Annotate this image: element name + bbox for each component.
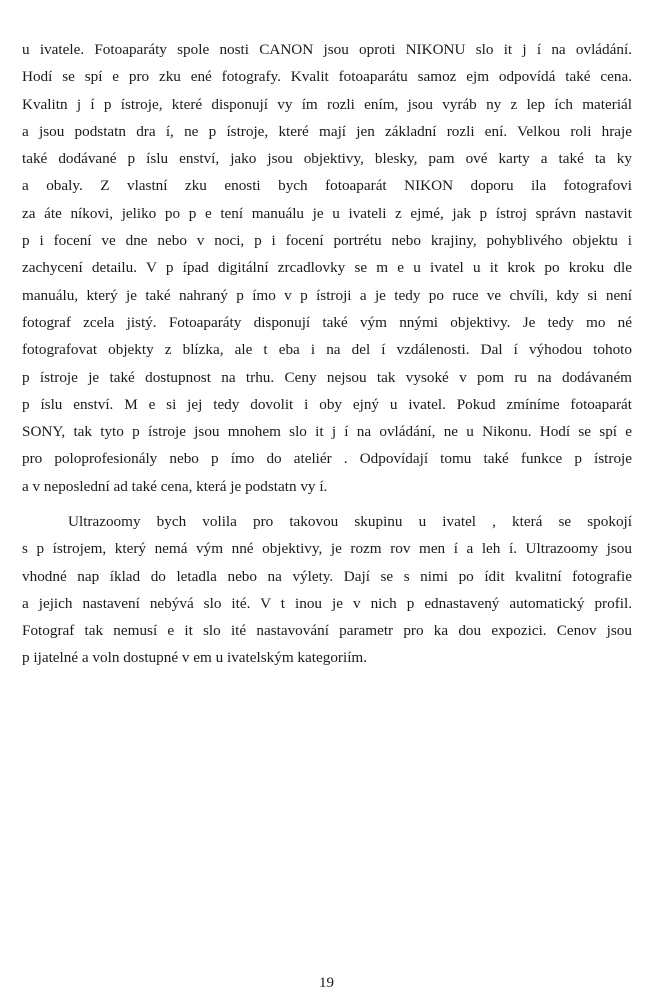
text-line: zachycení detailu. V p ípad digitální zrcadlovky se m e u ivatel u it krok po kroku dle <box>22 259 632 277</box>
text-line: fotograf zcela jistý. Fotoaparáty disponují také vým nnými objektivy. Je tedy mo né <box>22 313 632 331</box>
text-line: p ístroje je také dostupnost na trhu. Ceny nejsou tak vysoké v pom ru na dodávaném <box>22 368 632 386</box>
page-number: 19 <box>319 975 334 991</box>
text-line: Kvalitn j í p ístroje, které disponují vy ím rozli ením, jsou vyráb ny z lep ích materiál <box>22 95 632 113</box>
text-line: p ijatelné a voln dostupné v em u ivatelským kategoriím. <box>22 649 368 667</box>
text-line: a v neposlední ad také cena, která je podstatn vy í. <box>22 477 328 495</box>
text-line: Ultrazoomy bych volila pro takovou skupinu u ivatel , která se spokojí <box>68 513 632 530</box>
text-line: Fotograf tak nemusí e it slo ité nastavování parametr pro ka dou expozici. Cenov jsou <box>22 622 632 640</box>
paragraph-2 <box>22 508 632 672</box>
text-line: za áte níkovi, jeliko po p e tení manuálu je u ivateli z ejmé, jak p ístroj správn nastavit <box>22 204 632 222</box>
text-line: a jejich nastavení nebývá slo ité. V t inou je v nich p ednastavený automatický profil. <box>22 594 632 612</box>
text-line: také dodávané p íslu enství, jako jsou objektivy, blesky, pam ové karty a také ta ky <box>22 150 632 168</box>
text-line: p íslu enství. M e si jej tedy dovolit i oby ejný u ivatel. Pokud zmíníme fotoaparát <box>22 395 632 413</box>
text-line: fotografovat objekty z blízka, ale t eba i na del í vzdálenosti. Dal í výhodou tohoto <box>22 341 632 359</box>
text-line: a jsou podstatn dra í, ne p ístroje, které mají jen základní rozli ení. Velkou roli hraje <box>22 122 632 140</box>
text-line: SONY, tak tyto p ístroje jsou mnohem slo it j í na ovládání, ne u Nikonu. Hodí se spí e <box>22 423 632 441</box>
text-line: s p ístrojem, který nemá vým nné objektivy, je rozm rov men í a leh í. Ultrazoomy jsou <box>22 540 632 558</box>
text-line: u ivatele. Fotoaparáty spole nosti CANON jsou oproti NIKONU slo it j í na ovládání. <box>22 41 632 58</box>
text-line: Hodí se spí e pro zku ené fotografy. Kvalit fotoaparátu samoz ejm odpovídá také cena. <box>22 68 632 86</box>
text-line: pro poloprofesionály nebo p ímo do ateliér . Odpovídají tomu také funkce p ístroje <box>22 450 632 468</box>
text-line: a obaly. Z vlastní zku enosti bych fotoaparát NIKON doporu ila fotografovi <box>22 177 632 195</box>
text-line: vhodné nap íklad do letadla nebo na výlety. Dají se s nimi po ídit kvalitní fotografie <box>22 567 632 585</box>
paragraph-1 <box>22 36 632 500</box>
text-line: p i focení ve dne nebo v noci, p i focení portrétu nebo krajiny, pohyblivého objektu i <box>22 232 632 250</box>
text-line: manuálu, který je také nahraný p ímo v p ístroji a je tedy po ruce ve chvíli, kdy si není <box>22 286 632 304</box>
